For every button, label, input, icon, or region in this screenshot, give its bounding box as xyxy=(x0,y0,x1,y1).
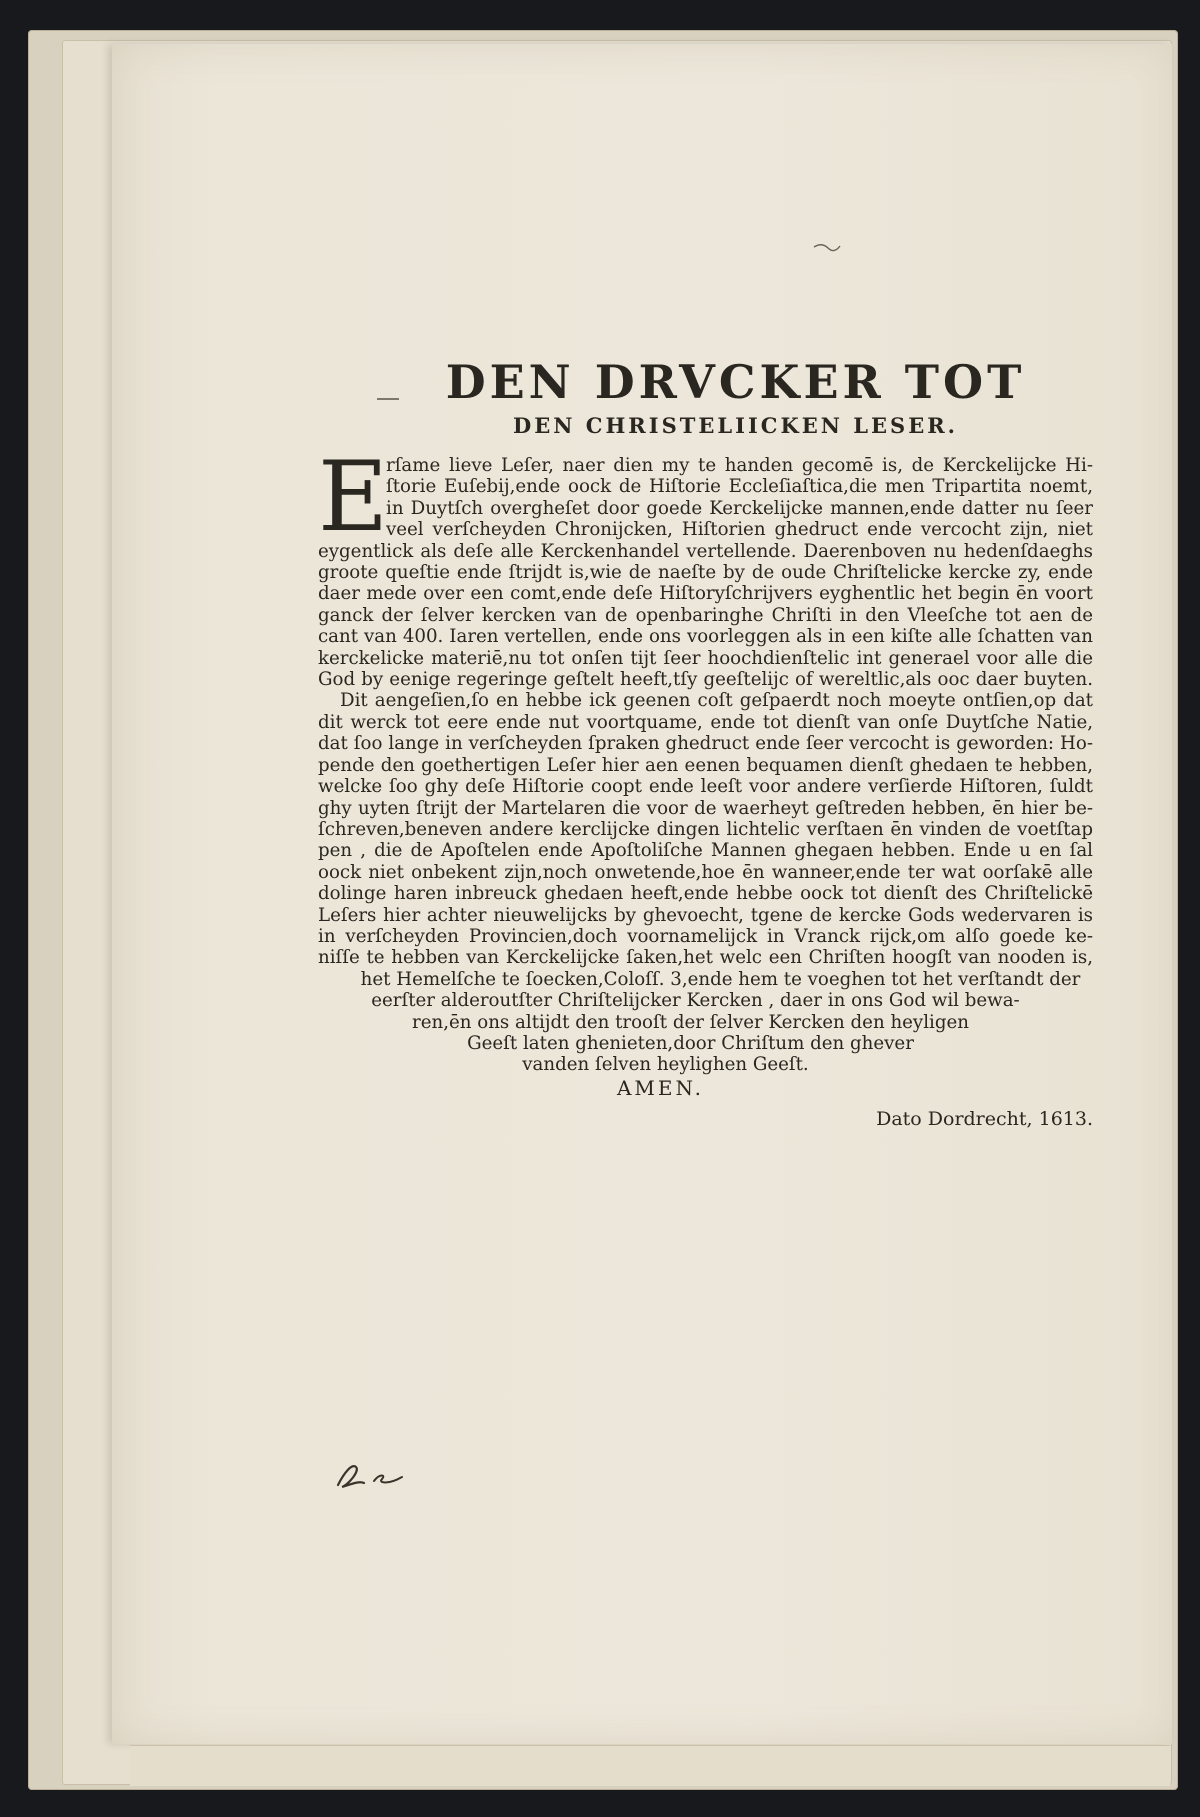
text-line: daer mede over een comt,ende deſe Hiſtoryſchrijvers eyghentlic het begin ēn voort xyxy=(318,583,1093,605)
stray-ink-mark xyxy=(812,240,842,254)
preface-body xyxy=(318,441,1093,1076)
text-line: ren,ēn ons altijdt den trooſt der ſelver Kercken den heyligen xyxy=(412,1011,969,1033)
text-line: niſſe te hebben van Kerckelijcke ſaken,het welc een Chriſten hoogſt van nooden is, xyxy=(318,947,1093,969)
text-line: veel verſcheyden Chronijcken, Hiſtorien ghedruct ende vercocht zijn, niet xyxy=(386,519,1093,541)
text-line: ghy uyten ſtrijt der Martelaren die voor de waerheyt geſtreden hebben, ēn hier be- xyxy=(318,797,1093,819)
text-line: rſame lieve Leſer, naer dien my te handen gecomē is, de Kerckelijcke Hi- xyxy=(386,455,1093,476)
text-line: welcke ſoo ghy deſe Hiſtorie coopt ende leeſt voor andere verſierde Hiſtoren, ſuldt xyxy=(318,776,1093,798)
text-line: God by eenige regeringe geſtelt heeft,tſy geeſtelijc of wereltlic,als ooc daer buyten. xyxy=(318,669,1093,691)
text-line: in Duytſch overgheſet door goede Kerckelijcke mannen,ende datter nu ſeer xyxy=(386,497,1093,519)
page-title: DEN DRVCKER TOT xyxy=(445,355,1026,409)
text-line: ſchreven,beneven andere kerclijcke dingen lichtelic verſtaen ēn vinden de voetſtap xyxy=(318,818,1093,840)
text-line: pen , die de Apoſtelen ende Apoſtoliſche Mannen ghegaen hebben. Ende u en ſal xyxy=(318,840,1093,862)
preface-text-block xyxy=(318,355,1093,1132)
text-line: eerſter alderoutſter Chriſtelijcker Kercken , daer in ons God wil bewa- xyxy=(371,990,1020,1012)
amen-line: AMEN. xyxy=(616,1075,705,1100)
handwritten-mark xyxy=(330,1455,420,1495)
text-line: ſtorie Euſebij,ende oock de Hiſtorie Eccleſiaſtica,die men Tripartita noemt, xyxy=(386,476,1093,498)
text-line: kerckelicke materiē,nu tot onſen tijt ſeer hoochdienſtelic int generael voor alle die xyxy=(318,647,1093,669)
text-line: pende den goethertigen Leſer hier aen eenen bequamen dienſt ghedaen te hebben, xyxy=(318,754,1093,776)
text-line: Leſers hier achter nieuwelijcks by ghevoecht, tgene de kercke Gods wedervaren is xyxy=(318,904,1093,926)
text-line: dit werck tot eere ende nut voortquame, ende tot dienſt van onſe Duytſche Natie, xyxy=(318,711,1093,733)
text-line: Geeſt laten ghenieten,door Chriſtum den ghever xyxy=(467,1032,914,1054)
text-line: Dit aengeſien,ſo en hebbe ick geenen coſt geſpaerdt noch moeyte ontſien,op dat xyxy=(340,690,1093,712)
page-subtitle: DEN CHRISTELIICKEN LESER. xyxy=(513,413,958,438)
drop-cap: E xyxy=(318,441,389,553)
text-line: dat ſoo lange in verſcheyden ſpraken ghedruct ende ſeer vercocht is geworden: Ho- xyxy=(318,733,1093,755)
date-line: Dato Dordrecht, 1613. xyxy=(876,1107,1093,1130)
text-line: dolinge haren inbreuck ghedaen heeft,ende hebbe oock tot dienſt des Chriſtelickē xyxy=(318,883,1093,905)
text-line: vanden ſelven heylighen Geeſt. xyxy=(522,1054,809,1076)
text-line: ganck der ſelver kercken van de openbaringhe Chriſti in den Vleeſche tot aen de xyxy=(318,604,1093,626)
text-line: groote queſtie ende ſtrijdt is,wie de naeſte by de oude Chriſtelicke kercke zy, ende xyxy=(318,562,1093,584)
text-line: het Hemelſche te ſoecken,Coloſſ. 3,ende hem te voeghen tot het verſtandt der xyxy=(360,968,1081,990)
text-line: in verſcheyden Provincien,doch voornamelijck in Vranck rijck,om alſo goede ke- xyxy=(318,925,1093,947)
text-line: eygentlick als deſe alle Kerckenhandel vertellende. Daerenboven nu hedenſdaeghs xyxy=(318,540,1093,562)
text-line: cant van 400. Iaren vertellen, ende ons voorleggen als in een kiſte alle ſchatten van xyxy=(318,626,1093,648)
page-bottom-edge xyxy=(130,1745,1170,1786)
text-line: oock niet onbekent zijn,noch onwetende,hoe ēn wanneer,ende ter wat oorſakē alle xyxy=(318,861,1093,883)
